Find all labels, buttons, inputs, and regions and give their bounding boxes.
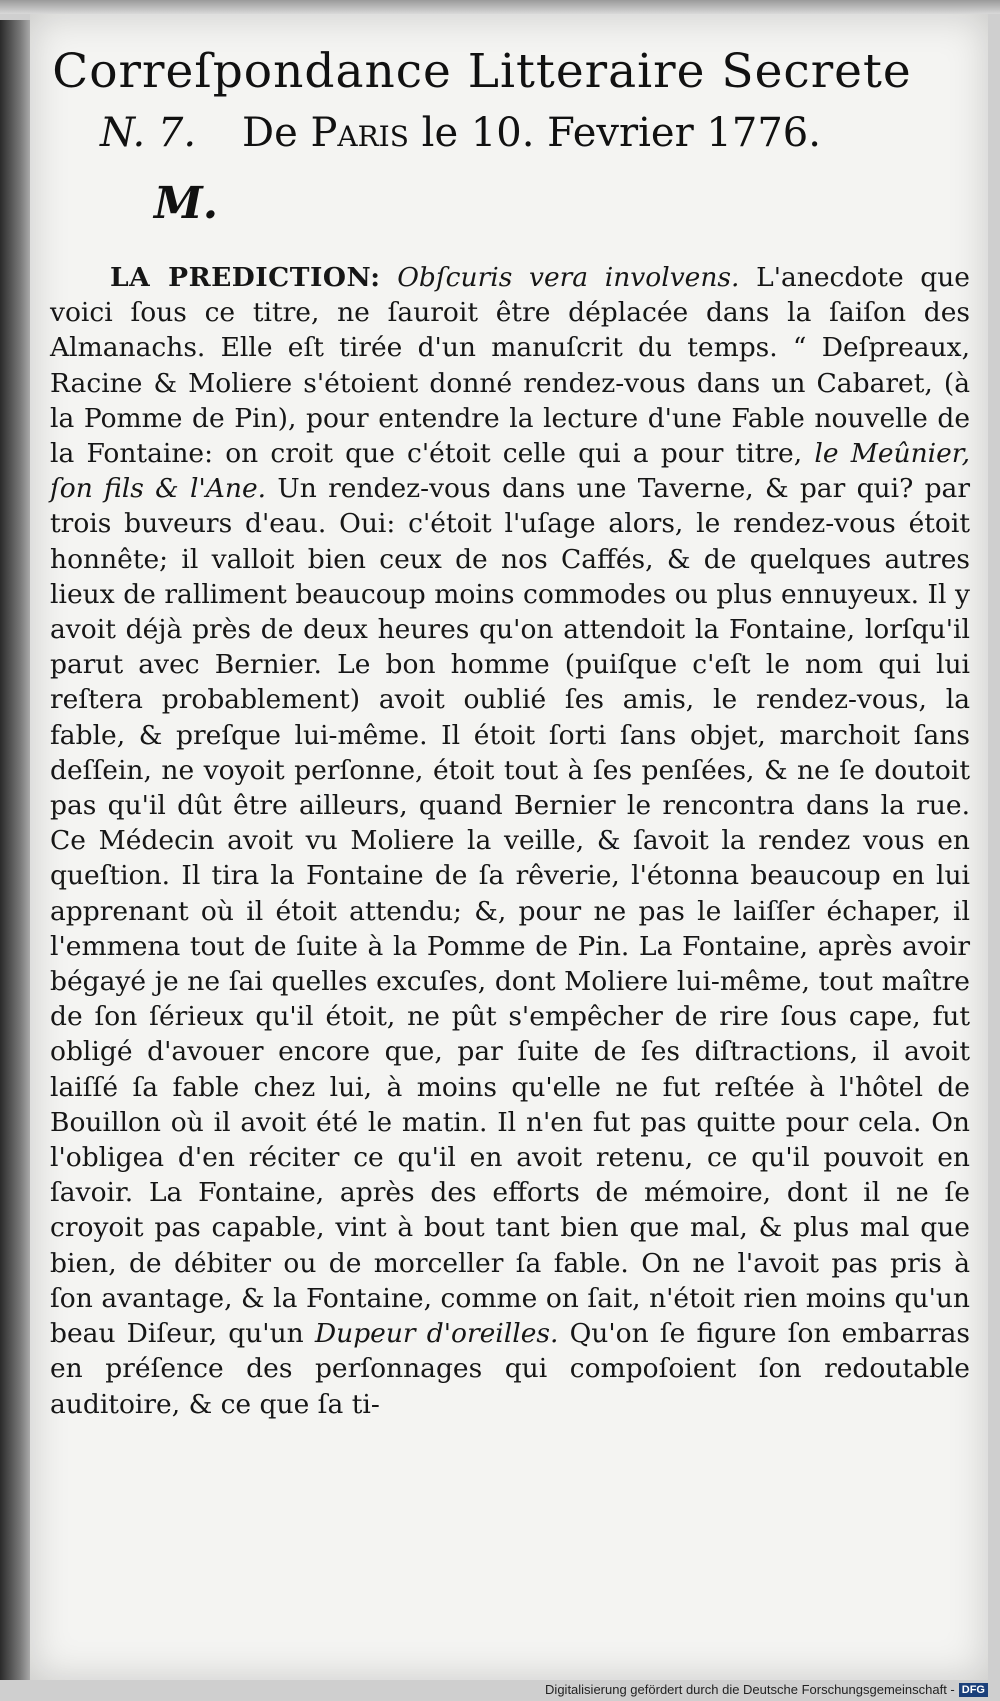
article-body (50, 260, 970, 1422)
funding-credit: Digitalisierung gefördert durch die Deutsche Forschungsgemeinschaft - (545, 1682, 955, 1697)
book-binding-shadow (0, 20, 34, 1680)
article-paragraph (50, 260, 970, 1422)
issue-number: N. 7. (100, 110, 197, 156)
page-header (30, 44, 988, 99)
fable-title: le Meûnier, ſon fils & l'Ane. (50, 438, 970, 505)
digitization-footer (545, 1682, 988, 1697)
dateline-prefix: De (242, 110, 298, 156)
page-title: Correſpondance Litteraire Secrete (52, 44, 912, 99)
article-text-part-2: Un rendez-vous dans une Taverne, & par qui? par trois buveurs d'eau. Oui: c'étoit l'uſage alors, le rendez-vous étoit honnête; il valloit bien ceux de nos Caffés, & de quelques autres lieux de ralliment beaucoup moins commodes ou plus ennuyeux. Il y avoit déjà près de deux heures qu'on attendoit la Fontaine, lorſqu'il parut avec Bernier. Le bon homme (puiſque c'eſt le nom qui lui reſtera probablement) avoit oublié ſes amis, le rendez-vous, la fable, & preſque lui-même. Il étoit ſorti ſans objet, marchoit ſans deſſein, ne voyoit perſonne, étoit tout à ſes penſées, & ne ſe doutoit pas qu'il dût être ailleurs, quand Bernier le rencontra dans la rue. Ce Médecin avoit vu Moliere la veille, & ſavoit la rendez vous en queſtion. Il tira la Fontaine de ſa rêverie, l'étonna beaucoup en lui apprenant où il étoit attendu; &, pour ne pas le laiſſer échaper, il l'emmena tout de ſuite à la Pomme de Pin. La Fontaine, après avoir bégayé je ne ſai quelles excuſes, dont Moliere lui-même, tout maître de ſon ſérieux qu'il étoit, ne pût s'empêcher de rire ſous cape, fut obligé d'avouer encore que, par ſuite de ſes diſtractions, il avoit laiſſé ſa fable chez lui, à moins qu'elle ne fut reſtée à l'hôtel de Bouillon où il avoit été le matin. Il n'en fut pas quitte pour cela. On l'obligea d'en réciter ce qu'il en avoit retenu, ce qu'il pouvoit en ſavoir. La Fontaine, après des efforts de mémoire, dont il ne ſe croyoit pas capable, vint à bout tant bien que mal, & plus mal que bien, de débiter ou de morceller ſa fable. On ne l'avoit pas pris à ſon avantage, & la Fontaine, comme on ſait, n'étoit rien moins qu'un beau Diſeur, qu'un (50, 473, 970, 1350)
dateline-date: le 10. Fevrier 1776. (421, 110, 821, 156)
issue-line (30, 110, 988, 170)
scan-edge (0, 0, 1000, 14)
dateline-city: Paris (310, 110, 409, 156)
document-page (30, 14, 988, 1680)
article-heading: LA PREDICTION: (110, 262, 381, 293)
article-text-part-1: L'anecdote que voici ſous ce titre, ne ſauroit être déplacée dans la ſaiſon des Almanachs. Elle eſt tirée d'un manuſcrit du temps. “ Deſpreaux, Racine & Moliere s'étoient donné rendez-vous dans un Cabaret, (à la Pomme de Pin), pour entendre la lecture d'une Fable nouvelle de la Fontaine: on croit que c'étoit celle qui a pour titre, (50, 262, 970, 470)
salutation: M. (154, 178, 219, 229)
idiom-italic: Dupeur d'oreilles. (314, 1318, 559, 1350)
dfg-logo: DFG (959, 1683, 988, 1697)
article-text-part-3: Qu'on ſe figure ſon embarras en préſence des perſonnages qui compoſoient ſon redoutable auditoire, & ce que ſa ti- (50, 1318, 970, 1420)
dateline (242, 110, 821, 156)
article-motto: Obſcuris vera involvens. (397, 262, 740, 293)
